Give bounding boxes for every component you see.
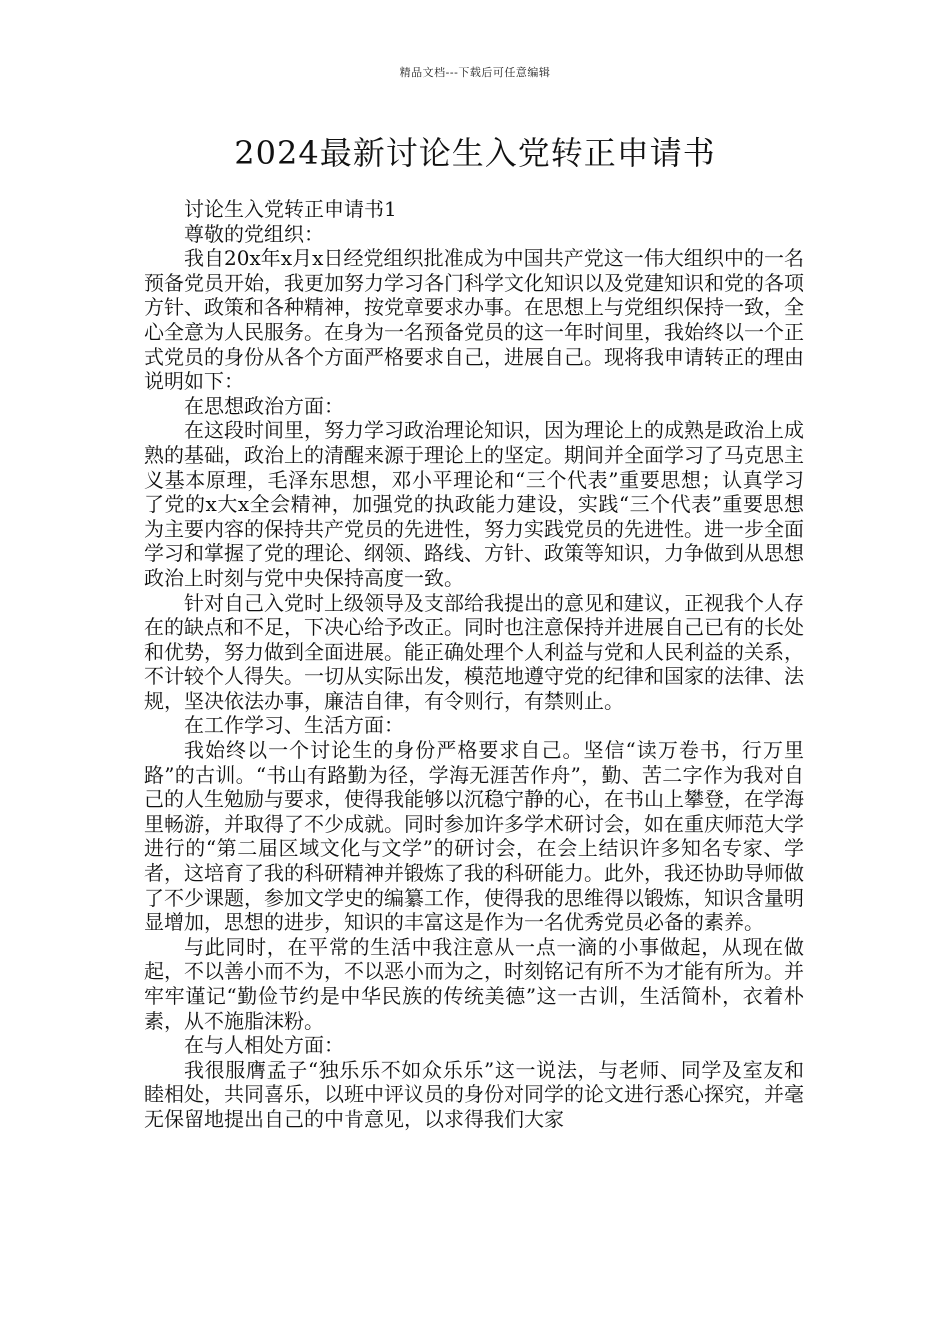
header-note: 精品文档---下载后可任意编辑 [399,66,551,79]
document-title: 2024最新讨论生入党转正申请书 [234,134,716,172]
subheading: 在与人相处方面： [184,1033,344,1058]
paragraph: 我很服膺孟子“独乐乐不如众乐乐”这一说法，与老师、同学及室友和睦相处，共同喜乐，以班中评议员的身份对同学的论文进行悉心探究，并毫无保留地提出自己的中肯意见，以求得我们大家 [144,1057,804,1131]
paragraph: 我始终以一个讨论生的身份严格要求自己。坚信“读万卷书，行万里路”的古训。“书山有路勤为径，学海无涯苦作舟”，勤、苦二字作为我对自己的人生勉励与要求，使得我能够以沉稳宁静的心，在书山上攀登，在学海里畅游，并取得了不少成就。同时参加许多学术研讨会，如在重庆师范大学进行的“第二届区域文化与文学”的研讨会，在会上结识许多知名专家、学者，这培育了我的科研精神并锻炼了我的科研能力。此外，我还协助导师做了不少课题，参加文学史的编纂工作，使得我的思维得以锻炼，知识含量明显增加，思想的进步，知识的丰富这是作为一名优秀党员必备的素养。 [144,738,804,935]
subheading: 在工作学习、生活方面： [184,713,404,738]
section-heading: 讨论生入党转正申请书1 [184,197,397,221]
document-body [144,197,804,1132]
paragraph: 针对自己入党时上级领导及支部给我提出的意见和建议，正视我个人存在的缺点和不足，下决心给予改正。同时也注意保持并进展自己已有的长处和优势，努力做到全面进展。能正确处理个人利益与党和人民利益的关系，不计较个人得失。一切从实际出发，模范地遵守党的纪律和国家的法律、法规，坚决依法办事，廉洁自律，有令则行，有禁则止。 [144,590,804,713]
salutation: 尊敬的党组织： [184,221,324,246]
paragraph: 我自20x年x月x日经党组织批准成为中国共产党这一伟大组织中的一名预备党员开始，我更加努力学习各门科学文化知识以及党建知识和党的各项方针、政策和各种精神，按党章要求办事。在思想上与党组织保持一致，全心全意为人民服务。在身为一名预备党员的这一年时间里，我始终以一个正式党员的身份从各个方面严格要求自己，进展自己。现将我申请转正的理由说明如下： [144,246,804,394]
subheading: 在思想政治方面： [184,393,344,418]
paragraph: 与此同时，在平常的生活中我注意从一点一滴的小事做起，从现在做起，不以善小而不为，不以恶小而为之，时刻铭记有所不为才能有所为。并牢牢谨记“勤俭节约是中华民族的传统美德”这一古训，生活简朴，衣着朴素，从不施脂沫粉。 [144,934,804,1033]
paragraph: 在这段时间里，努力学习政治理论知识，因为理论上的成熟是政治上成熟的基础，政治上的清醒来源于理论上的坚定。期间并全面学习了马克思主义基本原理，毛泽东思想，邓小平理论和“三个代表”重要思想；认真学习了党的x大x全会精神，加强党的执政能力建设，实践“三个代表”重要思想为主要内容的保持共产党员的先进性，努力实践党员的先进性。进一步全面学习和掌握了党的理论、纲领、路线、方针、政策等知识，力争做到从思想政治上时刻与党中央保持高度一致。 [144,418,804,590]
